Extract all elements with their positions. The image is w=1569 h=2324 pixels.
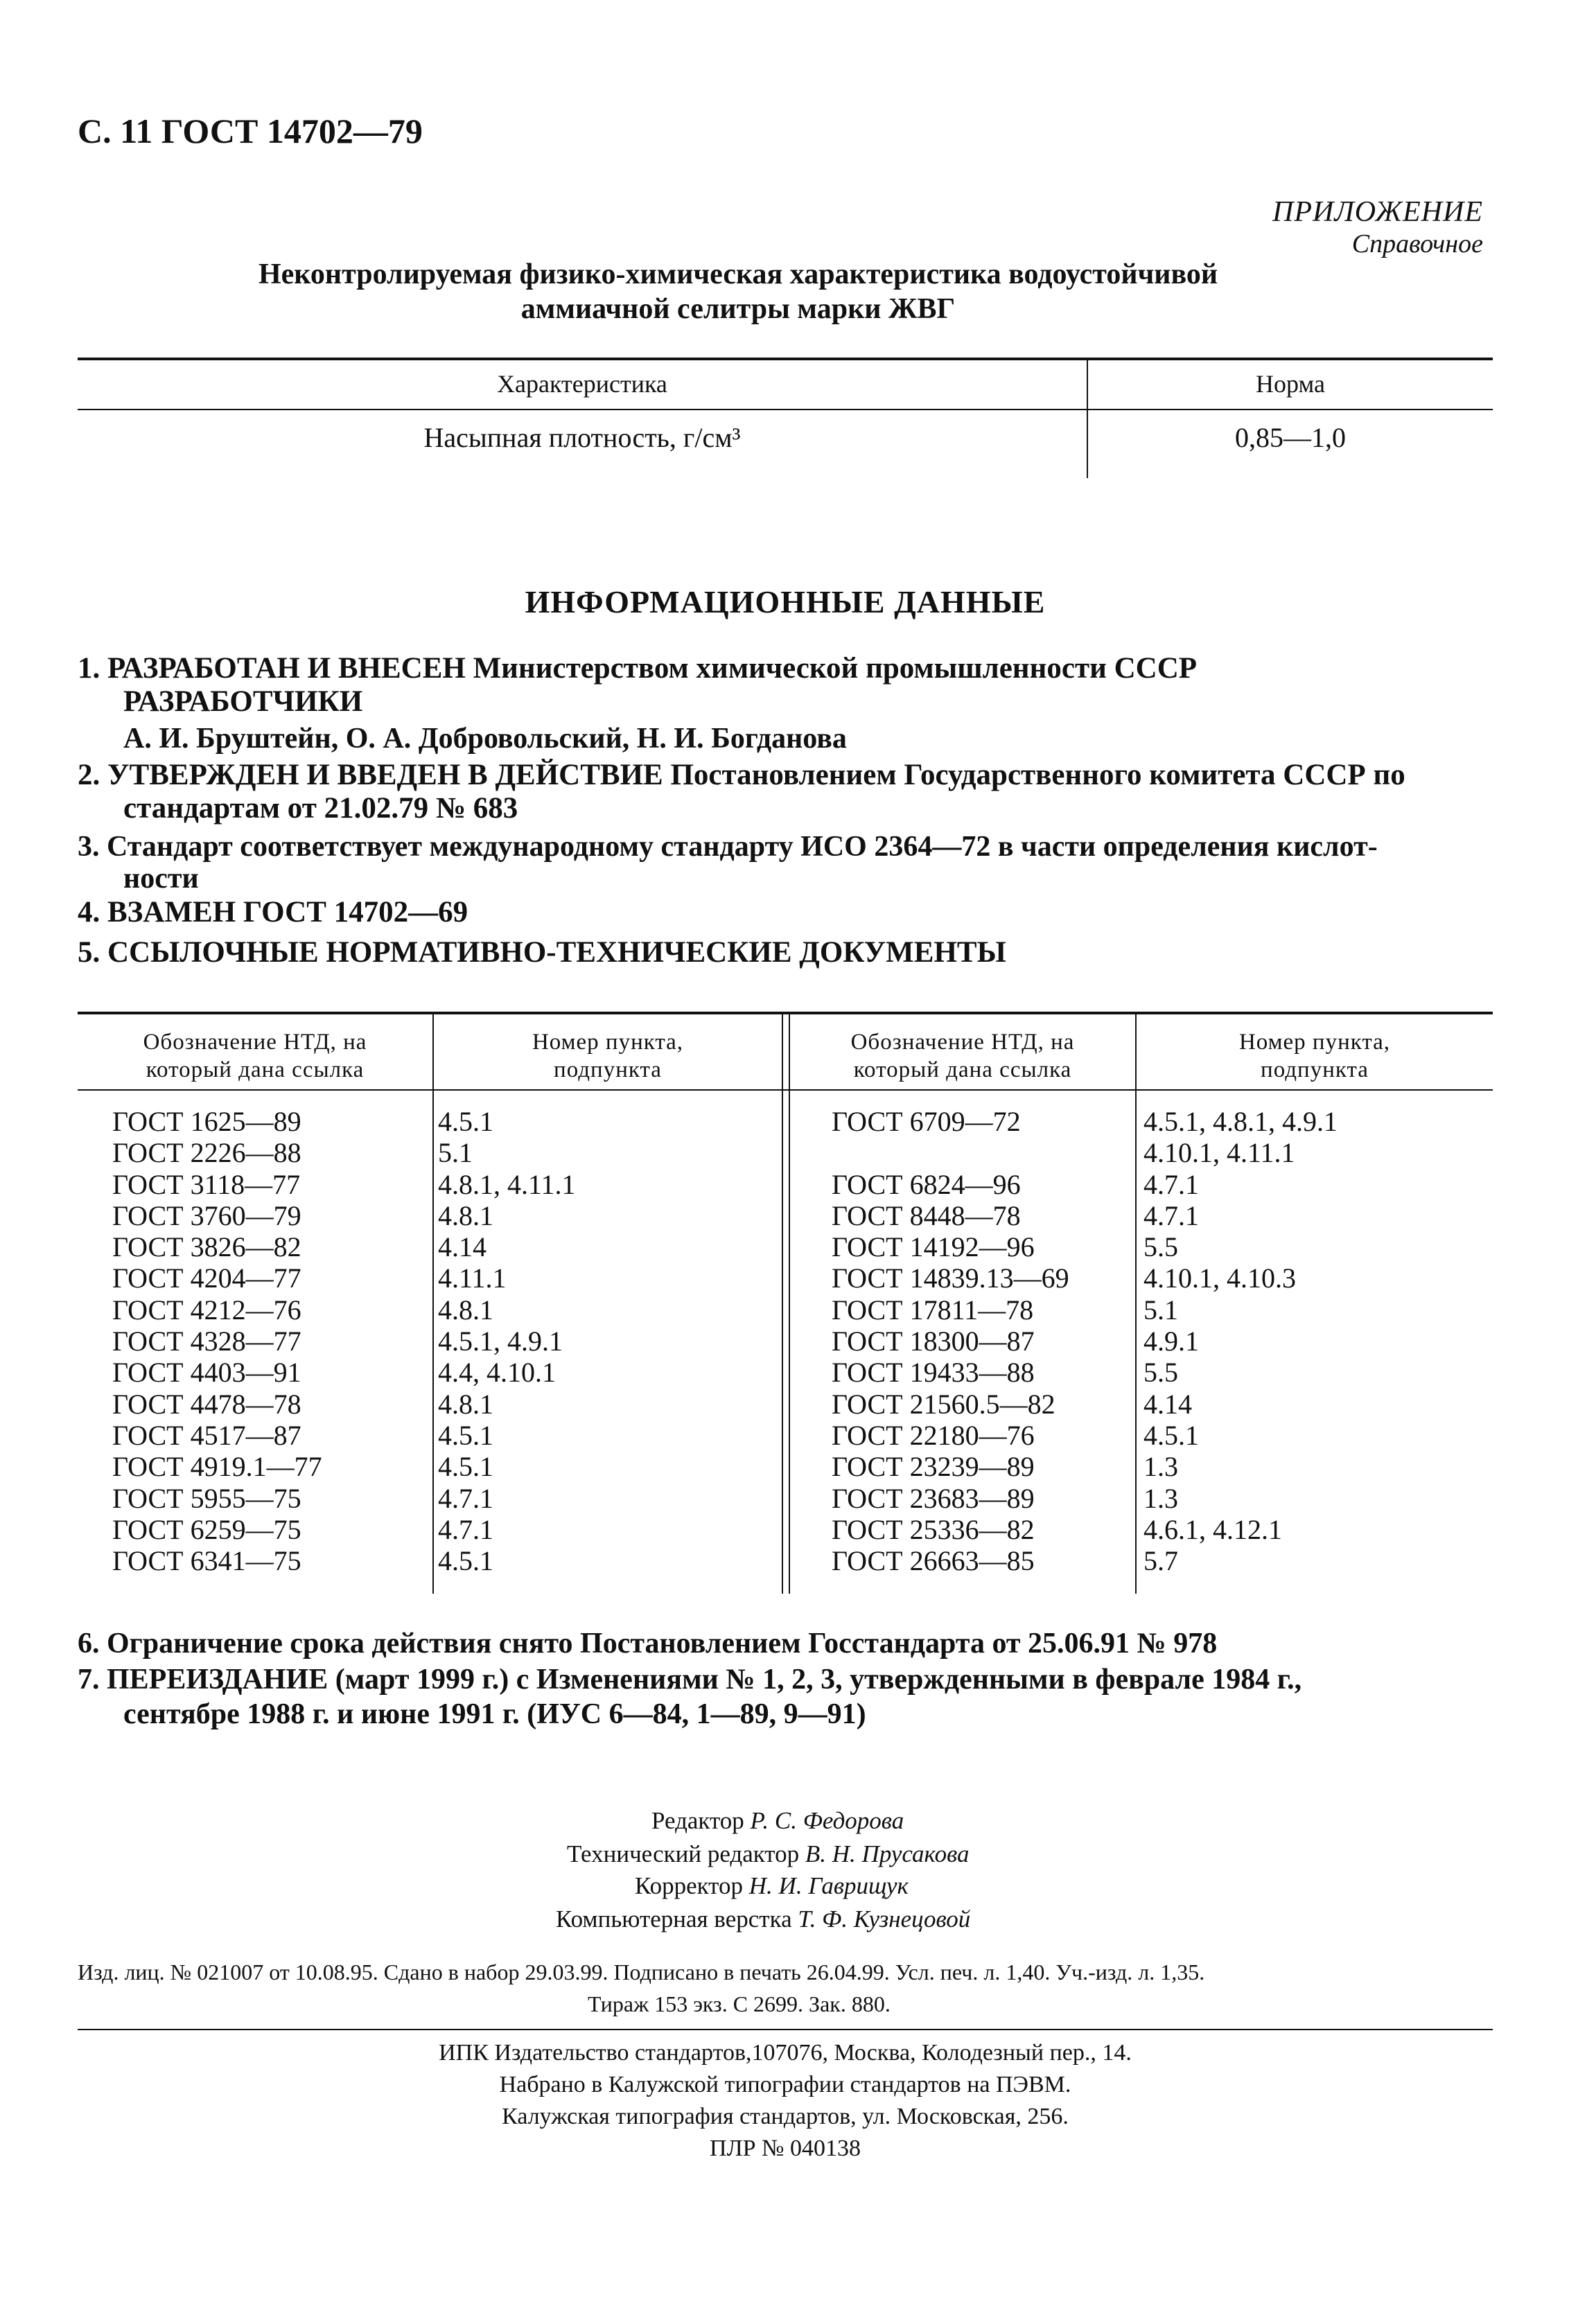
credit-editor xyxy=(651,1807,904,1835)
refs-doc: ГОСТ 17811—78 xyxy=(832,1294,1034,1326)
refs-doc: ГОСТ 21560.5—82 xyxy=(832,1388,1055,1420)
refs-doc: ГОСТ 6824—96 xyxy=(832,1168,1021,1200)
refs-right-row xyxy=(832,1514,1338,1545)
refs-num: 4.8.1 xyxy=(438,1388,493,1420)
refs-num: 4.11.1 xyxy=(438,1262,507,1294)
refs-doc: ГОСТ 23239—89 xyxy=(832,1451,1035,1483)
refs-doc: ГОСТ 1625—89 xyxy=(112,1106,301,1137)
appendix-subtitle: Справочное xyxy=(1351,229,1483,258)
refs-header-doc-right-l1: Обозначение НТД, на xyxy=(850,1030,1075,1055)
refs-num: 5.7 xyxy=(1143,1545,1178,1577)
refs-doc: ГОСТ 3760—79 xyxy=(112,1199,301,1231)
refs-doc: ГОСТ 14839.13—69 xyxy=(832,1262,1069,1294)
refs-num: 1.3 xyxy=(1143,1451,1178,1483)
refs-doc: ГОСТ 14192—96 xyxy=(832,1231,1035,1263)
refs-num: 5.5 xyxy=(1143,1357,1178,1389)
refs-num: 4.5.1, 4.8.1, 4.9.1 xyxy=(1143,1106,1338,1137)
refs-num: 4.7.1 xyxy=(1143,1199,1199,1231)
table1-header-rule xyxy=(78,409,1493,410)
table1-top-rule xyxy=(78,358,1493,360)
refs-doc: ГОСТ 2226—88 xyxy=(112,1137,301,1169)
refs-doc: ГОСТ 6259—75 xyxy=(112,1513,301,1545)
refs-right-row xyxy=(832,1294,1338,1326)
refs-header-num-right-l1: Номер пункта, xyxy=(1238,1030,1391,1055)
table1-header-characteristic: Характеристика xyxy=(497,370,667,398)
refs-header-num-right-l2: подпункта xyxy=(1261,1057,1369,1082)
info-item-3: 3. Стандарт соответствует международному стандарту ИСО 2364—72 в части определения кислот- xyxy=(78,831,1378,863)
refs-right-row xyxy=(832,1545,1338,1576)
refs-num: 4.8.1 xyxy=(438,1294,493,1326)
refs-doc: ГОСТ 22180—76 xyxy=(832,1419,1035,1451)
refs-doc: ГОСТ 4478—78 xyxy=(112,1388,301,1420)
refs-right-row xyxy=(832,1200,1338,1231)
refs-doc: ГОСТ 23683—89 xyxy=(832,1482,1035,1514)
refs-num: 4.5.1 xyxy=(438,1545,493,1577)
refs-left-row xyxy=(112,1137,576,1168)
refs-doc: ГОСТ 4517—87 xyxy=(112,1419,301,1451)
refs-header-doc-left-l1: Обозначение НТД, на xyxy=(143,1030,367,1055)
refs-right-row xyxy=(832,1326,1338,1357)
refs-doc: ГОСТ 3826—82 xyxy=(112,1231,301,1263)
credit-layout xyxy=(556,1905,970,1933)
refs-num: 4.14 xyxy=(1143,1388,1192,1420)
refs-num: 1.3 xyxy=(1143,1482,1178,1514)
refs-left-row xyxy=(112,1451,576,1482)
refs-right-row xyxy=(832,1169,1338,1200)
refs-doc: ГОСТ 8448—78 xyxy=(832,1199,1021,1231)
info-heading: ИНФОРМАЦИОННЫЕ ДАННЫЕ xyxy=(525,584,1046,619)
refs-divider-mid-b xyxy=(789,1013,790,1594)
refs-left-row xyxy=(112,1169,576,1200)
refs-left-row xyxy=(112,1389,576,1420)
refs-right-row xyxy=(832,1357,1338,1388)
publisher-rule xyxy=(78,2029,1493,2030)
refs-doc: ГОСТ 26663—85 xyxy=(832,1545,1035,1577)
refs-header-rule xyxy=(78,1089,1493,1091)
refs-num: 4.10.1, 4.11.1 xyxy=(1143,1137,1295,1169)
refs-right-row xyxy=(832,1137,1338,1168)
refs-num: 4.5.1 xyxy=(438,1106,493,1137)
credit-layout-name: Т. Ф. Кузнецовой xyxy=(798,1905,971,1933)
publisher-line1: ИПК Издательство стандартов,107076, Москва, Колодезный пер., 14. xyxy=(439,2040,1132,2066)
refs-right-row xyxy=(832,1106,1338,1137)
refs-num: 5.5 xyxy=(1143,1231,1178,1263)
refs-num: 4.7.1 xyxy=(1143,1168,1199,1200)
refs-num: 4.10.1, 4.10.3 xyxy=(1143,1262,1296,1294)
refs-right-row xyxy=(832,1389,1338,1420)
appendix-title: ПРИЛОЖЕНИЕ xyxy=(1272,196,1483,228)
imprint-line2: Тираж 153 экз. С 2699. Зак. 880. xyxy=(588,1991,891,2016)
refs-doc: ГОСТ 4403—91 xyxy=(112,1357,301,1389)
info-item-4: 4. ВЗАМЕН ГОСТ 14702—69 xyxy=(78,896,468,928)
refs-left-row xyxy=(112,1200,576,1231)
credit-editor-name: Р. С. Федорова xyxy=(750,1807,904,1834)
refs-doc: ГОСТ 19433—88 xyxy=(832,1357,1035,1389)
info-item-1-names: А. И. Бруштейн, О. А. Добровольский, Н. И. Богданова xyxy=(123,723,847,755)
refs-doc: ГОСТ 3118—77 xyxy=(112,1168,301,1200)
refs-left-rows xyxy=(112,1106,576,1576)
info-item-2: 2. УТВЕРЖДЕН И ВВЕДЕН В ДЕЙСТВИЕ Постановлением Государственного комитета СССР по xyxy=(78,759,1405,791)
refs-right-row xyxy=(832,1420,1338,1451)
table1-title-line2: аммиачной селитры марки ЖВГ xyxy=(520,293,956,325)
refs-divider-mid-a xyxy=(782,1013,783,1594)
refs-left-row xyxy=(112,1326,576,1357)
refs-left-row xyxy=(112,1357,576,1388)
refs-header-num-left-l2: подпункта xyxy=(554,1057,662,1082)
refs-left-row xyxy=(112,1231,576,1262)
info-item-1-developers: РАЗРАБОТЧИКИ xyxy=(123,685,363,718)
refs-right-row xyxy=(832,1451,1338,1482)
page-label: С. 11 ГОСТ 14702—79 xyxy=(78,112,423,150)
info-item-5: 5. ССЫЛОЧНЫЕ НОРМАТИВНО-ТЕХНИЧЕСКИЕ ДОКУМЕНТЫ xyxy=(78,936,1006,969)
refs-doc: ГОСТ 6341—75 xyxy=(112,1545,301,1577)
refs-num: 4.8.1 xyxy=(438,1199,493,1231)
credit-editor-label: Редактор xyxy=(651,1807,744,1834)
info-item-1: 1. РАЗРАБОТАН И ВНЕСЕН Министерством химической промышленности СССР xyxy=(78,652,1198,685)
refs-num: 4.7.1 xyxy=(438,1482,493,1514)
refs-header-doc-right-l2: который дана ссылка xyxy=(853,1057,1072,1082)
refs-num: 5.1 xyxy=(1143,1294,1178,1326)
refs-left-row xyxy=(112,1420,576,1451)
refs-right-row xyxy=(832,1262,1338,1294)
refs-num: 4.9.1 xyxy=(1143,1326,1199,1357)
credit-layout-label: Компьютерная верстка xyxy=(556,1905,792,1933)
refs-right-rows xyxy=(832,1106,1338,1576)
refs-left-row xyxy=(112,1106,576,1137)
info-item-3-cont: ности xyxy=(123,863,199,895)
info-item-6: 6. Ограничение срока действия снято Постановлением Госстандарта от 25.06.91 № 978 xyxy=(78,1628,1218,1660)
refs-header-num-right xyxy=(1137,1028,1493,1084)
refs-right-row xyxy=(832,1483,1338,1514)
refs-num: 4.8.1, 4.11.1 xyxy=(438,1168,576,1200)
refs-doc: ГОСТ 6709—72 xyxy=(832,1106,1021,1137)
refs-num: 4.5.1 xyxy=(1143,1419,1199,1451)
refs-header-doc-left-l2: который дана ссылка xyxy=(146,1057,365,1082)
refs-num: 4.5.1 xyxy=(438,1451,493,1483)
refs-top-rule xyxy=(78,1012,1493,1014)
refs-doc: ГОСТ 4919.1—77 xyxy=(112,1451,322,1483)
info-item-7: 7. ПЕРЕИЗДАНИЕ (март 1999 г.) с Изменениями № 1, 2, 3, утвержденными в феврале 1984 г., xyxy=(78,1664,1302,1696)
refs-doc: ГОСТ 4204—77 xyxy=(112,1262,301,1294)
refs-num: 4.6.1, 4.12.1 xyxy=(1143,1513,1282,1545)
refs-doc: ГОСТ 5955—75 xyxy=(112,1482,301,1514)
credit-tech-editor xyxy=(567,1840,970,1868)
refs-left-row xyxy=(112,1545,576,1576)
refs-doc: ГОСТ 4212—76 xyxy=(112,1294,301,1326)
table1-cell-characteristic: Насыпная плотность, г/см³ xyxy=(423,422,741,453)
info-item-7-cont: сентябре 1988 г. и июне 1991 г. (ИУС 6—84, 1—89, 9—91) xyxy=(123,1698,866,1730)
refs-header-doc-left xyxy=(78,1028,432,1084)
refs-left-row xyxy=(112,1514,576,1545)
publisher-line3: Калужская типография стандартов, ул. Московская, 256. xyxy=(502,2104,1069,2129)
refs-left-row xyxy=(112,1483,576,1514)
refs-left-row xyxy=(112,1294,576,1326)
credit-corrector-name: Н. И. Гаврищук xyxy=(748,1872,909,1899)
refs-doc: ГОСТ 4328—77 xyxy=(112,1326,301,1357)
table1-header-norm: Норма xyxy=(1256,370,1325,398)
refs-num: 5.1 xyxy=(438,1137,473,1169)
refs-right-row xyxy=(832,1231,1338,1262)
credit-corrector-label: Корректор xyxy=(635,1872,744,1899)
info-item-2-cont: стандартам от 21.02.79 № 683 xyxy=(123,792,518,825)
refs-num: 4.7.1 xyxy=(438,1513,493,1545)
credit-tech-name: В. Н. Прусакова xyxy=(805,1840,970,1867)
imprint-line1: Изд. лиц. № 021007 от 10.08.95. Сдано в набор 29.03.99. Подписано в печать 26.04.99. Усл. печ. л. 1,40. Уч.-изд. л. 1,35. xyxy=(78,1960,1205,1984)
publisher-line2: Набрано в Калужской типографии стандартов на ПЭВМ. xyxy=(499,2072,1071,2097)
credit-tech-label: Технический редактор xyxy=(567,1840,800,1867)
publisher-line4: ПЛР № 040138 xyxy=(710,2136,861,2161)
table1-title-line1: Неконтролируемая физико-химическая характеристика водоустойчивой xyxy=(258,258,1218,290)
refs-left-row xyxy=(112,1262,576,1294)
table1-cell-norm: 0,85—1,0 xyxy=(1235,422,1346,453)
refs-header-doc-right xyxy=(790,1028,1135,1084)
refs-num: 4.14 xyxy=(438,1231,487,1263)
refs-header-num-left xyxy=(434,1028,782,1084)
refs-num: 4.5.1, 4.9.1 xyxy=(438,1326,563,1357)
credit-corrector xyxy=(635,1872,909,1900)
refs-num: 4.5.1 xyxy=(438,1419,493,1451)
refs-num: 4.4, 4.10.1 xyxy=(438,1357,556,1389)
refs-doc: ГОСТ 25336—82 xyxy=(832,1513,1035,1545)
refs-doc: ГОСТ 18300—87 xyxy=(832,1326,1035,1357)
refs-header-num-left-l1: Номер пункта, xyxy=(532,1030,684,1055)
